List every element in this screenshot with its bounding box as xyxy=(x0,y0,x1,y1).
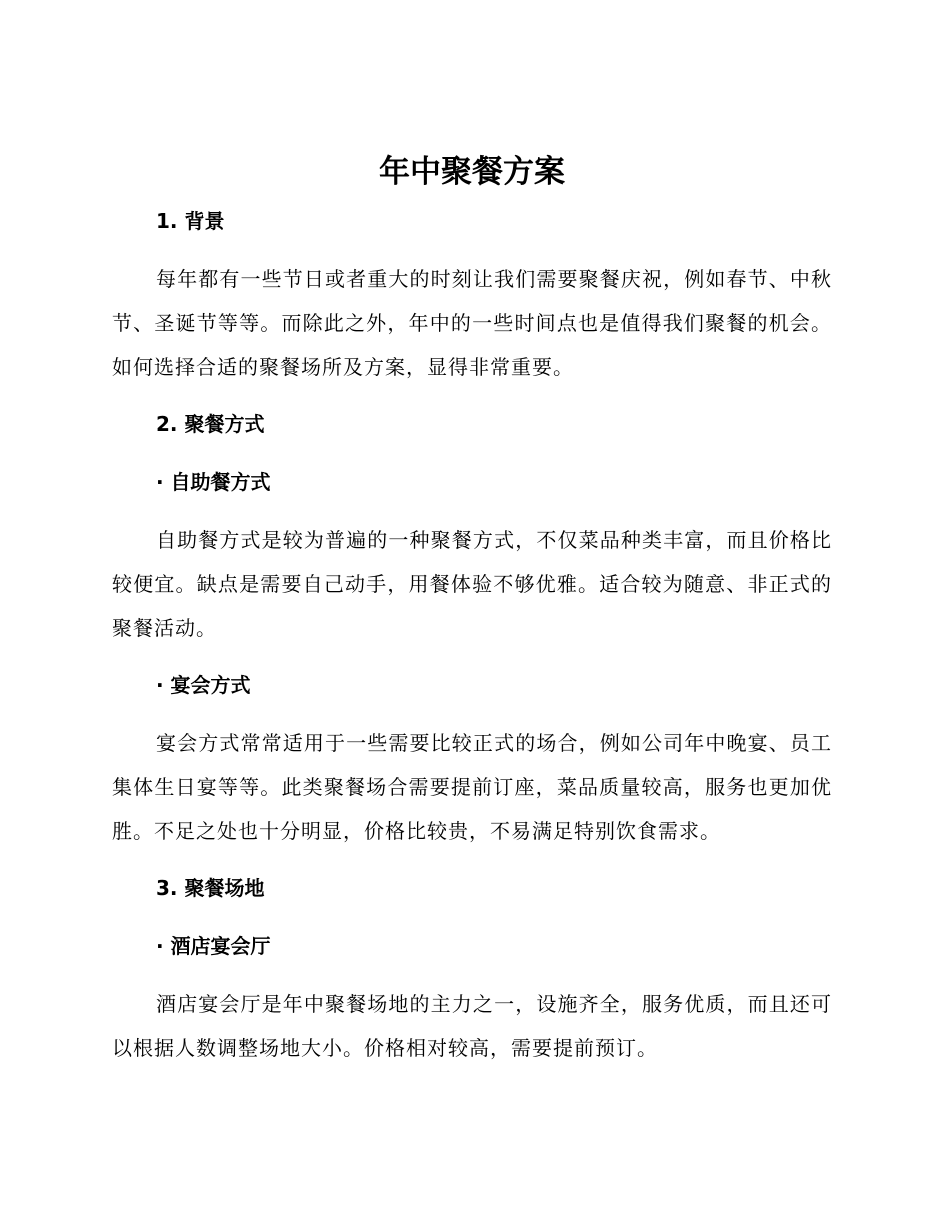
section-heading-background: 1. 背景 xyxy=(156,209,225,233)
document-body xyxy=(112,148,832,1070)
section-heading-dining-methods: 2. 聚餐方式 xyxy=(156,412,265,436)
document-title: 年中聚餐方案 xyxy=(379,154,565,190)
subheading-buffet: · 自助餐方式 xyxy=(156,470,271,494)
paragraph-banquet: 宴会方式常常适用于一些需要比较正式的场合，例如公司年中晚宴、员工集体生日宴等等。此类聚餐场合需要提前订座，菜品质量较高，服务也更加优胜。不足之处也十分明显，价格比较贵，不易满足特别饮食需求。 xyxy=(112,731,832,843)
paragraph-hotel-banquet-hall: 酒店宴会厅是年中聚餐场地的主力之一，设施齐全，服务优质，而且还可以根据人数调整场地大小。价格相对较高，需要提前预订。 xyxy=(112,992,832,1060)
paragraph-background: 每年都有一些节日或者重大的时刻让我们需要聚餐庆祝，例如春节、中秋节、圣诞节等等。而除此之外，年中的一些时间点也是值得我们聚餐的机会。如何选择合适的聚餐场所及方案，显得非常重要。 xyxy=(112,267,832,379)
subheading-banquet: · 宴会方式 xyxy=(156,673,251,697)
subheading-hotel-banquet-hall: · 酒店宴会厅 xyxy=(156,934,271,958)
section-heading-venues: 3. 聚餐场地 xyxy=(156,876,265,900)
paragraph-buffet: 自助餐方式是较为普遍的一种聚餐方式，不仅菜品种类丰富，而且价格比较便宜。缺点是需要自己动手，用餐体验不够优雅。适合较为随意、非正式的聚餐活动。 xyxy=(112,528,832,640)
